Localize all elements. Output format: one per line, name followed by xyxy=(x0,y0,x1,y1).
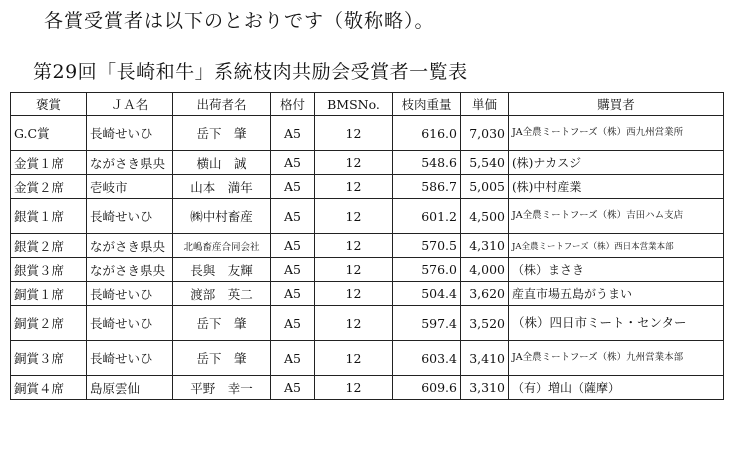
buyer-cell: (株)ナカスジ xyxy=(509,151,724,175)
shipper-cell: 岳下 肇 xyxy=(173,306,271,341)
bms-cell: 12 xyxy=(315,234,393,258)
ja-cell: 長崎せいひ xyxy=(87,341,173,376)
price-cell: 4,500 xyxy=(461,199,509,234)
table-row xyxy=(11,151,724,175)
ja-cell: 長崎せいひ xyxy=(87,306,173,341)
shipper-cell: 長與 友輝 xyxy=(173,258,271,282)
award-cell: 銅賞２席 xyxy=(11,306,87,341)
ja-cell: 長崎せいひ xyxy=(87,116,173,151)
award-cell: 金賞２席 xyxy=(11,175,87,199)
table-row xyxy=(11,199,724,234)
buyer-cell: JA全農ミートフーズ（株）西九州営業所 xyxy=(509,116,724,151)
price-cell: 5,005 xyxy=(461,175,509,199)
weight-cell: 616.0 xyxy=(393,116,461,151)
weight-cell: 601.2 xyxy=(393,199,461,234)
grade-cell: A5 xyxy=(271,258,315,282)
header-price: 単価 xyxy=(461,93,509,116)
buyer-cell: （有）増山（薩摩） xyxy=(509,376,724,400)
award-cell: 銀賞１席 xyxy=(11,199,87,234)
grade-cell: A5 xyxy=(271,199,315,234)
weight-cell: 570.5 xyxy=(393,234,461,258)
table-row xyxy=(11,341,724,376)
grade-cell: A5 xyxy=(271,282,315,306)
price-cell: 3,620 xyxy=(461,282,509,306)
ja-cell: ながさき県央 xyxy=(87,234,173,258)
weight-cell: 576.0 xyxy=(393,258,461,282)
shipper-cell: 平野 幸一 xyxy=(173,376,271,400)
shipper-cell: 山本 満年 xyxy=(173,175,271,199)
shipper-cell: ㈱中村畜産 xyxy=(173,199,271,234)
ja-cell: 壱岐市 xyxy=(87,175,173,199)
ja-cell: ながさき県央 xyxy=(87,258,173,282)
weight-cell: 597.4 xyxy=(393,306,461,341)
grade-cell: A5 xyxy=(271,341,315,376)
grade-cell: A5 xyxy=(271,175,315,199)
table-row xyxy=(11,175,724,199)
grade-cell: A5 xyxy=(271,306,315,341)
price-cell: 3,310 xyxy=(461,376,509,400)
weight-cell: 548.6 xyxy=(393,151,461,175)
buyer-cell: (株)中村産業 xyxy=(509,175,724,199)
header-ja: ＪＡ名 xyxy=(87,93,173,116)
table-row xyxy=(11,258,724,282)
price-cell: 4,000 xyxy=(461,258,509,282)
weight-cell: 586.7 xyxy=(393,175,461,199)
price-cell: 7,030 xyxy=(461,116,509,151)
ja-cell: 長崎せいひ xyxy=(87,282,173,306)
price-cell: 3,410 xyxy=(461,341,509,376)
award-cell: 金賞１席 xyxy=(11,151,87,175)
grade-cell: A5 xyxy=(271,376,315,400)
price-cell: 3,520 xyxy=(461,306,509,341)
header-grade: 格付 xyxy=(271,93,315,116)
header-award: 褒賞 xyxy=(11,93,87,116)
bms-cell: 12 xyxy=(315,175,393,199)
weight-cell: 609.6 xyxy=(393,376,461,400)
award-cell: 銀賞２席 xyxy=(11,234,87,258)
table-row xyxy=(11,376,724,400)
bms-cell: 12 xyxy=(315,116,393,151)
bms-cell: 12 xyxy=(315,199,393,234)
bms-cell: 12 xyxy=(315,258,393,282)
header-buyer: 購買者 xyxy=(509,93,724,116)
buyer-cell: JA全農ミートフーズ（株）九州営業本部 xyxy=(509,341,724,376)
shipper-cell: 北嶋畜産合同会社 xyxy=(173,234,271,258)
shipper-cell: 横山 誠 xyxy=(173,151,271,175)
shipper-cell: 渡部 英二 xyxy=(173,282,271,306)
bms-cell: 12 xyxy=(315,282,393,306)
grade-cell: A5 xyxy=(271,116,315,151)
grade-cell: A5 xyxy=(271,234,315,258)
bms-cell: 12 xyxy=(315,341,393,376)
table-row xyxy=(11,306,724,341)
awards-table xyxy=(10,92,724,400)
weight-cell: 504.4 xyxy=(393,282,461,306)
award-cell: G.C賞 xyxy=(11,116,87,151)
bms-cell: 12 xyxy=(315,306,393,341)
price-cell: 5,540 xyxy=(461,151,509,175)
shipper-cell: 岳下 肇 xyxy=(173,116,271,151)
award-cell: 銀賞３席 xyxy=(11,258,87,282)
table-row xyxy=(11,234,724,258)
ja-cell: 長崎せいひ xyxy=(87,199,173,234)
header-shipper: 出荷者名 xyxy=(173,93,271,116)
price-cell: 4,310 xyxy=(461,234,509,258)
buyer-cell: 産直市場五島がうまい xyxy=(509,282,724,306)
buyer-cell: （株）まさき xyxy=(509,258,724,282)
award-cell: 銅賞１席 xyxy=(11,282,87,306)
ja-cell: ながさき県央 xyxy=(87,151,173,175)
intro-text: 各賞受賞者は以下のとおりです（敬称略）。 xyxy=(44,10,435,32)
buyer-cell: （株）四日市ミート・センター xyxy=(509,306,724,341)
ja-cell: 島原雲仙 xyxy=(87,376,173,400)
award-cell: 銅賞４席 xyxy=(11,376,87,400)
bms-cell: 12 xyxy=(315,151,393,175)
shipper-cell: 岳下 肇 xyxy=(173,341,271,376)
weight-cell: 603.4 xyxy=(393,341,461,376)
buyer-cell: JA全農ミートフーズ（株）吉田ハム支店 xyxy=(509,199,724,234)
header-bms: BMSNo. xyxy=(315,93,393,116)
header-row xyxy=(11,93,724,116)
bms-cell: 12 xyxy=(315,376,393,400)
header-weight: 枝肉重量 xyxy=(393,93,461,116)
grade-cell: A5 xyxy=(271,151,315,175)
table-row xyxy=(11,116,724,151)
table-title: 第29回「長崎和牛」系統枝肉共励会受賞者一覧表 xyxy=(33,61,468,83)
buyer-cell: JA全農ミートフーズ（株）西日本営業本部 xyxy=(509,234,724,258)
table-row xyxy=(11,282,724,306)
award-cell: 銅賞３席 xyxy=(11,341,87,376)
